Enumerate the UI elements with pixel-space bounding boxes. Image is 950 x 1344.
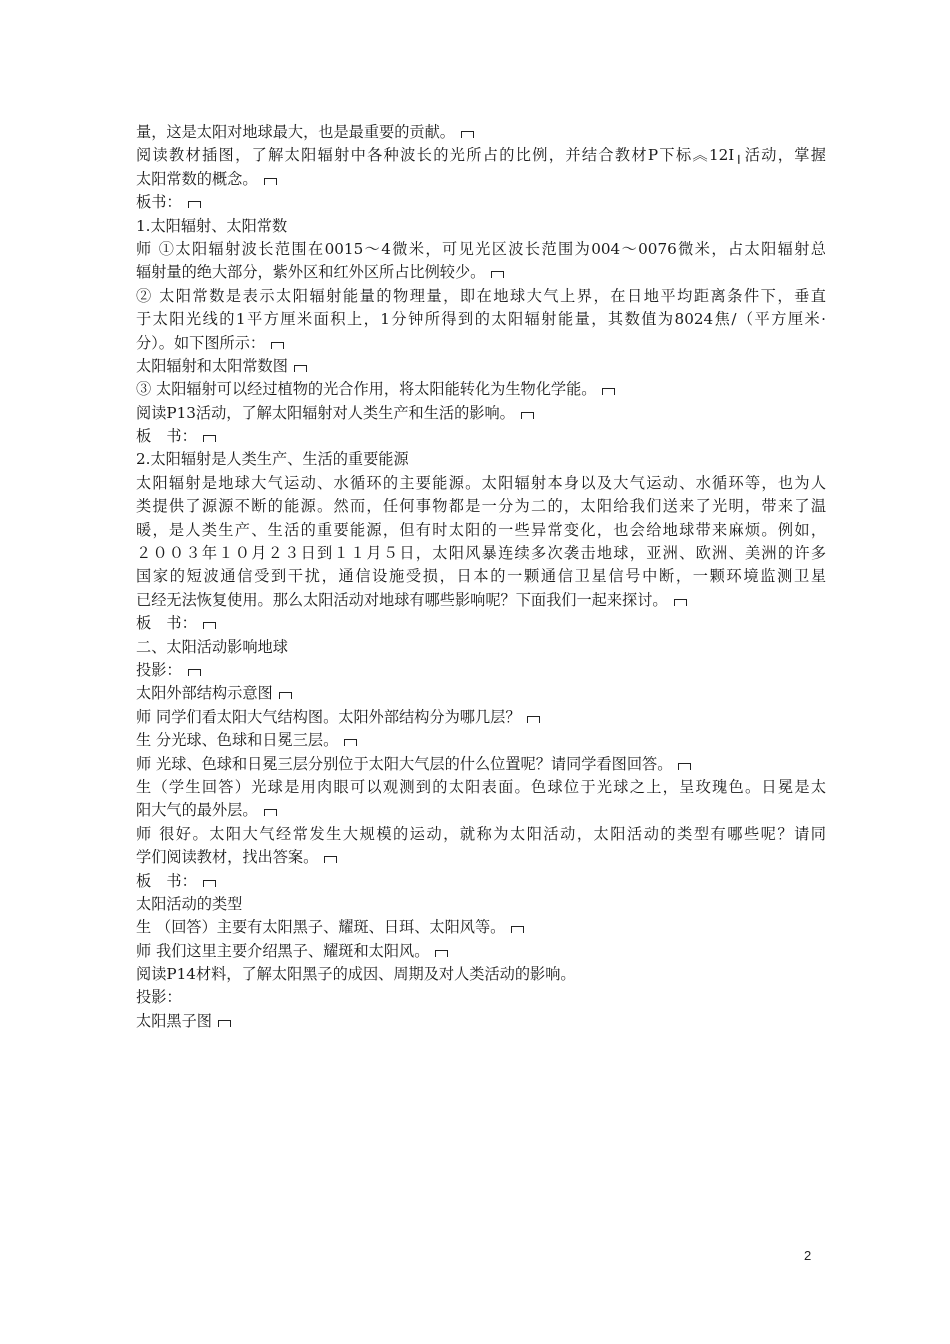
text-line [136,1010,826,1033]
text-line [136,425,826,448]
text-line [136,753,826,776]
paragraph-mark-icon [324,856,337,863]
paragraph-mark-icon [602,388,615,395]
paragraph-mark-icon [674,599,687,606]
text-line [136,589,826,612]
line-text: 太阳活动的类型 [136,894,243,913]
text-line [136,495,826,518]
text-line [136,285,826,308]
line-text: 暖，是人类生产、生活的重要能源，但有时太阳的一些异常变化，也会给地球带来麻烦。例如， [136,520,826,539]
line-text: 类提供了源源不断的能源。然而，任何事物都是一分为二的，太阳给我们送来了光明，带来了温 [136,497,826,516]
text-line [136,893,826,916]
text-line [136,121,826,144]
text-line [136,378,826,401]
text-line [136,846,826,869]
paragraph-mark-icon [527,716,540,723]
text-line [136,986,826,1009]
line-text: 太阳黑子图 [136,1011,212,1030]
line-text: 板 书： [136,871,197,890]
line-text: 太阳常数的概念。 [136,169,258,188]
line-text: 阳大气的最外层。 [136,801,258,820]
line-text: 生 分光球、色球和日冕三层。 [136,731,339,750]
paragraph-mark-icon [344,739,357,746]
text-line [136,636,826,659]
line-text: 二、太阳活动影响地球 [136,637,288,656]
text-line [136,612,826,635]
line-text: 师 我们这里主要介绍黑子、耀斑和太阳风。 [136,941,430,960]
line-text: 板 书： [136,427,197,446]
line-text: 师 ①太阳辐射波长范围在0015～4微米，可见光区波长范围为004～0076微米，占太阳辐射总 [136,239,826,258]
text-line [136,215,826,238]
text-line [136,706,826,729]
text-line [136,168,826,191]
text-line [136,519,826,542]
line-text: 国家的短波通信受到干扰，通信设施受损，日本的一颗通信卫星信号中断，一颗环境监测卫星 [136,567,826,586]
paragraph-mark-icon [511,926,524,933]
line-text: 投影： [136,660,182,679]
line-text: 1.太阳辐射、太阳常数 [136,216,288,235]
text-line [136,472,826,495]
text-line [136,799,826,822]
paragraph-mark-icon [218,1020,231,1027]
line-text: ③ 太阳辐射可以经过植物的光合作用，将太阳能转化为生物化学能。 [136,380,597,399]
text-line [136,776,826,799]
paragraph-mark-icon [264,809,277,816]
text-line [136,682,826,705]
line-text: 师 同学们看太阳大气结构图。太阳外部结构分为哪几层？ [136,707,521,726]
paragraph-mark-icon [203,880,216,887]
paragraph-mark-icon [188,669,201,676]
text-line [136,261,826,284]
text-line [136,238,826,261]
line-text: 师 很好。太阳大气经常发生大规模的运动，就称为太阳活动，太阳活动的类型有哪些呢？请同 [136,824,826,843]
paragraph-mark-icon [294,365,307,372]
paragraph-mark-icon [264,178,277,185]
paragraph-mark-icon [678,763,691,770]
line-text: 师 光球、色球和日冕三层分别位于太阳大气层的什么位置呢？请同学看图回答。 [136,754,673,773]
paragraph-mark-icon [188,201,201,208]
paragraph-mark-icon [203,622,216,629]
text-line [136,308,826,331]
line-text: 辐射量的绝大部分，紫外区和红外区所占比例较少。 [136,263,486,282]
text-line [136,332,826,355]
paragraph-mark-icon [491,271,504,278]
text-line [136,355,826,378]
line-text: 分）。如下图所示： [136,333,266,352]
page-number: 2 [804,1248,812,1263]
line-text: 太阳辐射是地球大气运动、水循环的主要能源。太阳辐射本身以及大气运动、水循环等，也为人 [136,473,826,492]
paragraph-mark-icon [521,412,534,419]
line-text: 阅读教材插图，了解太阳辐射中各种波长的光所占的比例，并结合教材P下标︽12I╷活动，掌握 [136,146,826,165]
paragraph-mark-icon [271,342,284,349]
paragraph-mark-icon [203,435,216,442]
line-text: 量，这是太阳对地球最大，也是最重要的贡献。 [136,123,455,141]
line-text: 太阳外部结构示意图 [136,684,273,703]
text-line [136,402,826,425]
line-text: 生（学生回答）光球是用肉眼可以观测到的太阳表面。色球位于光球之上，呈玫瑰色。日冕是太 [136,777,826,796]
line-text: 已经无法恢复使用。那么太阳活动对地球有哪些影响呢？下面我们一起来探讨。 [136,590,668,609]
line-text: 于太阳光线的1平方厘米面积上，1分钟所得到的太阳辐射能量，其数值为8024焦/（平方厘米· [136,310,826,329]
line-text: 太阳辐射和太阳常数图 [136,356,288,375]
text-line [136,191,826,214]
line-text: 生 （回答）主要有太阳黑子、耀斑、日珥、太阳风等。 [136,918,506,937]
text-line [136,542,826,565]
text-line [136,823,826,846]
document-body [136,121,826,1033]
text-line [136,144,826,167]
line-text: 阅读P14材料，了解太阳黑子的成因、周期及对人类活动的影响。 [136,965,576,984]
text-line [136,448,826,471]
text-line [136,940,826,963]
line-text: 2.太阳辐射是人类生产、生活的重要能源 [136,450,409,469]
paragraph-mark-icon [279,692,292,699]
line-text: ② 太阳常数是表示太阳辐射能量的物理量，即在地球大气上界，在日地平均距离条件下，垂直 [136,286,826,305]
line-text: 学们阅读教材，找出答案。 [136,848,319,867]
line-text: 板 书： [136,614,197,633]
text-line [136,870,826,893]
text-line [136,659,826,682]
text-line [136,565,826,588]
line-text: ２００３年１０月２３日到１１月５日，太阳风暴连续多次袭击地球，亚洲、欧洲、美洲的许多 [136,544,826,563]
line-text: 投影： [136,988,182,1007]
paragraph-mark-icon [461,131,474,138]
line-text: 阅读P13活动，了解太阳辐射对人类生产和生活的影响。 [136,403,515,422]
text-line [136,729,826,752]
text-line [136,916,826,939]
paragraph-mark-icon [435,950,448,957]
line-text: 板书： [136,193,182,212]
text-line [136,963,826,986]
